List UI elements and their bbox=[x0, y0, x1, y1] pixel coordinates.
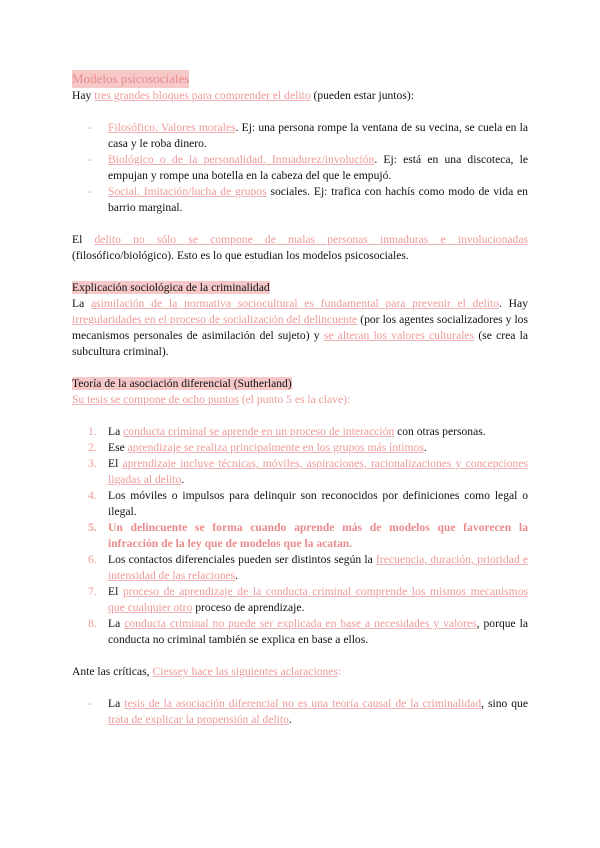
bloque-text: . Ej: una persona rompe la ventana de su vecina, se cuela en la casa y le roba dinero. bbox=[108, 121, 528, 150]
puntos-list bbox=[72, 424, 528, 648]
page-title-row bbox=[72, 70, 528, 88]
list-item bbox=[72, 120, 528, 152]
intro-paragraph bbox=[72, 88, 528, 104]
text: (por los agentes socializadores y los mecanismos personales de asimilación del sujeto) y bbox=[72, 313, 528, 342]
text: Los móviles o impulsos para delinquir son reconocidos por definiciones como legal o ilegal. bbox=[108, 489, 528, 518]
link[interactable]: conducta criminal se aprende en un proceso de interacción bbox=[123, 425, 395, 438]
number-marker: 1. bbox=[88, 425, 97, 438]
text: . bbox=[181, 473, 185, 486]
text: La bbox=[72, 297, 91, 310]
dash-marker: - bbox=[88, 185, 92, 198]
text: La bbox=[108, 697, 125, 710]
teoria-heading-row bbox=[72, 376, 528, 392]
text: La bbox=[108, 617, 125, 630]
link[interactable]: proceso de aprendizaje de la conducta criminal comprende los mismos mecanismos que cualquier otro bbox=[108, 585, 528, 614]
text: . bbox=[235, 569, 239, 582]
delito-text-end: (filosófico/biológico). Esto es lo que estudian los modelos psicosociales. bbox=[72, 249, 409, 262]
link[interactable]: asimilación de la normativa sociocultural es fundamental para prevenir el delito bbox=[90, 297, 500, 310]
section-heading: Explicación sociológica de la criminalidad bbox=[72, 281, 270, 294]
text: . bbox=[423, 441, 427, 454]
text: Ese bbox=[108, 441, 128, 454]
link[interactable]: trata de explicar la propensión al delito bbox=[108, 713, 289, 726]
bloque-text: . Ej: está en una discoteca, le empujan y rompe una botella en la cabeza del que le empujó. bbox=[108, 153, 529, 182]
list-item-key bbox=[72, 520, 528, 552]
bloques-list bbox=[72, 120, 528, 216]
text: . Hay bbox=[499, 297, 528, 310]
text: El bbox=[108, 457, 123, 470]
bloque-link[interactable]: Filosófico. Valores morales bbox=[108, 121, 236, 134]
list-item bbox=[72, 488, 528, 520]
criticas-paragraph bbox=[72, 664, 528, 680]
number-marker: 2. bbox=[88, 441, 97, 454]
text: : bbox=[337, 665, 342, 678]
teoria-link[interactable]: Su tesis se compone de ocho puntos bbox=[72, 393, 239, 406]
link[interactable]: frecuencia, duración, prioridad e intensidad de las relaciones bbox=[108, 553, 528, 582]
section-heading: Teoría de la asociación diferencial (Sutherland) bbox=[72, 377, 292, 390]
delito-text: El bbox=[72, 233, 95, 246]
text: Los contactos diferenciales pueden ser distintos según la bbox=[108, 553, 377, 566]
explicacion-paragraph bbox=[72, 296, 528, 360]
list-item bbox=[72, 184, 528, 216]
number-marker: 6. bbox=[88, 553, 97, 566]
link[interactable]: irregularidades en el proceso de socialización del delincuente bbox=[72, 313, 358, 326]
number-marker: 8. bbox=[88, 617, 97, 630]
text: con otras personas. bbox=[394, 425, 486, 438]
delito-link[interactable]: delito no sólo se compone de malas personas inmaduras e involucionadas bbox=[94, 233, 529, 246]
text: . bbox=[288, 713, 292, 726]
link[interactable]: conducta criminal no puede ser explicada en base a necesidades y valores bbox=[124, 617, 477, 630]
explicacion-heading-row bbox=[72, 280, 528, 296]
number-marker: 4. bbox=[88, 489, 97, 502]
document-page bbox=[72, 70, 528, 728]
dash-marker: - bbox=[88, 153, 92, 166]
teoria-subtitle bbox=[72, 392, 528, 408]
list-item bbox=[72, 152, 528, 184]
number-marker: 3. bbox=[88, 457, 97, 470]
text: La bbox=[108, 425, 124, 438]
aclaraciones-list bbox=[72, 696, 528, 728]
text: El bbox=[108, 585, 123, 598]
text: , porque la conducta no criminal también se explica en base a ellos. bbox=[108, 617, 528, 646]
dash-marker: - bbox=[88, 121, 92, 134]
number-marker: 5. bbox=[88, 521, 97, 534]
page-title: Modelos psicosociales bbox=[72, 71, 190, 86]
list-item bbox=[72, 424, 528, 440]
text: , sino que bbox=[481, 697, 528, 710]
bloque-text: sociales. Ej: trafica con hachís como modo de vida en barrio marginal. bbox=[108, 185, 528, 214]
list-item bbox=[72, 456, 528, 488]
link[interactable]: se alteran los valores culturales bbox=[323, 329, 475, 342]
delito-paragraph bbox=[72, 232, 528, 264]
bloque-link[interactable]: Social. Imitación/lucha de grupos bbox=[108, 185, 267, 198]
link[interactable]: aprendizaje incluye técnicas, móviles, aspiraciones, racionalizaciones y concepciones ligadas al delito bbox=[108, 457, 528, 486]
criticas-link[interactable]: Ciessey hace las siguientes aclaraciones bbox=[152, 665, 338, 678]
text: Ante las críticas, bbox=[72, 665, 153, 678]
dash-marker: - bbox=[88, 697, 92, 710]
list-item bbox=[72, 696, 528, 728]
link[interactable]: tesis de la asociación diferencial no es una teoría causal de la criminalidad bbox=[124, 697, 482, 710]
number-marker: 7. bbox=[88, 585, 97, 598]
teoria-sub-rest: (el punto 5 es la clave): bbox=[238, 393, 351, 406]
key-point-text: Un delincuente se forma cuando aprende más de modelos que favorecen la infracción de la ley que de modelos que la acatan. bbox=[108, 521, 528, 550]
list-item bbox=[72, 552, 528, 584]
intro-text: Hay bbox=[72, 89, 95, 102]
list-item bbox=[72, 440, 528, 456]
list-item bbox=[72, 584, 528, 616]
bloque-link[interactable]: Biológico o de la personalidad. Inmadurez/involución bbox=[108, 153, 375, 166]
text: proceso de aprendizaje. bbox=[192, 601, 305, 614]
list-item bbox=[72, 616, 528, 648]
intro-text-end: (pueden estar juntos): bbox=[310, 89, 414, 102]
text: (se crea la subcultura criminal). bbox=[72, 329, 528, 358]
link[interactable]: aprendizaje se realiza principalmente en los grupos más íntimos bbox=[127, 441, 424, 454]
intro-link[interactable]: tres grandes bloques para comprender el delito bbox=[94, 89, 311, 102]
